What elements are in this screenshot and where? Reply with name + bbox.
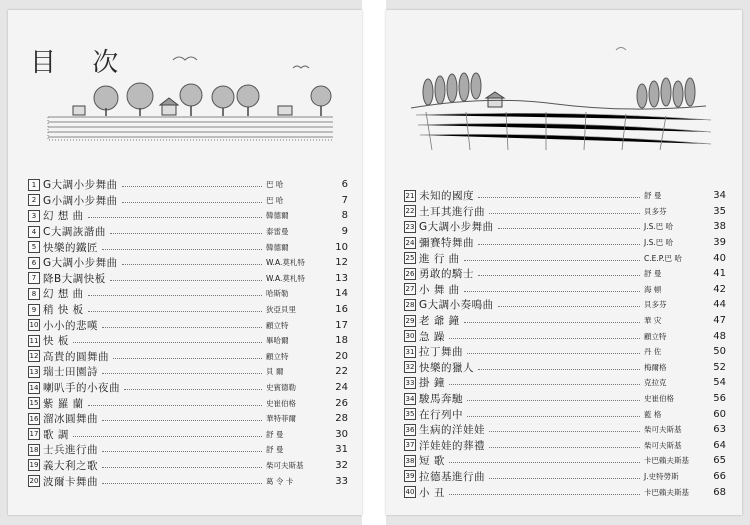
entry-composer: 舒 曼 [266,429,284,439]
entry-number: 3 [28,210,40,222]
page-title: 目 次 [30,48,133,78]
entry-number: 11 [29,336,39,345]
entry-page: 68 [713,486,726,498]
entry-page: 65 [713,455,726,467]
entry-page: 31 [335,444,348,456]
toc-entry[interactable] [28,427,348,443]
entry-page: 47 [713,315,726,327]
entry-title: 勇敢的騎士 [419,268,474,281]
entry-title: 瑞士田園詩 [43,366,98,379]
right-page [386,10,742,515]
landscape-illustration-left [38,50,338,150]
dot-leader [449,494,640,495]
toc-entry[interactable] [404,438,726,454]
entry-page: 22 [335,366,348,378]
entry-title: 稍 快 板 [43,304,84,317]
entry-page: 48 [713,330,726,342]
entry-composer: 卡巴賴夫斯基 [644,456,689,466]
entry-page: 66 [713,470,726,482]
dot-leader [464,291,640,292]
entry-title: 生病的洋娃娃 [419,424,485,437]
dot-leader [88,217,262,218]
toc-entry[interactable] [404,469,726,485]
toc-entry[interactable] [404,484,726,500]
dot-leader [122,186,262,187]
entry-composer: 史崔伯格 [266,398,296,408]
toc-entry[interactable] [28,193,348,209]
toc-entry[interactable] [28,473,348,489]
toc-entry[interactable] [28,333,348,349]
entry-number: 21 [405,191,415,200]
entry-composer: W.A.莫札特 [266,273,305,283]
toc-entry[interactable] [404,344,726,360]
entry-number: 5 [28,241,40,253]
entry-page: 44 [713,299,726,311]
entry-page: 13 [335,272,348,284]
entry-title: 彌賽特舞曲 [419,237,474,250]
entry-number: 9 [28,304,40,316]
entry-page: 10 [335,241,348,253]
entry-composer: 顧立特 [266,320,289,330]
entry-number: 12 [29,352,39,361]
dot-leader [122,264,262,265]
entry-number: 29 [405,316,415,325]
entry-page: 17 [335,319,348,331]
dot-leader [498,228,640,229]
entry-composer: 葛 令 卡 [266,476,294,486]
entry-page: 30 [335,428,348,440]
entry-page: 9 [341,226,348,238]
toc-entry[interactable] [28,177,348,193]
entry-title: 降B大調快板 [43,272,106,285]
toc-entry[interactable] [28,411,348,427]
entry-page: 33 [335,475,348,487]
dot-leader [498,306,640,307]
entry-page: 63 [713,424,726,436]
entry-number: 40 [405,488,415,497]
toc-entry[interactable] [404,204,726,220]
dot-leader [478,275,640,276]
toc-entry[interactable] [404,266,726,282]
dot-leader [449,462,640,463]
entry-composer: 舒 曼 [644,269,662,279]
entry-title: 快樂的鐵匠 [43,241,98,254]
dot-leader [464,322,640,323]
entry-number: 33 [405,378,415,387]
entry-title: 幻 想 曲 [43,210,84,223]
entry-number: 31 [405,347,415,356]
entry-composer: 華 灾 [644,316,662,326]
dot-leader [467,416,640,417]
toc-entry[interactable] [28,302,348,318]
dot-leader [88,311,262,312]
toc-entry[interactable] [404,375,726,391]
entry-number: 4 [28,226,40,238]
entry-composer: 哈斯勒 [266,289,289,299]
toc-entry[interactable] [404,297,726,313]
entry-title: 小小的悲嘆 [43,319,98,332]
dot-leader [489,431,640,432]
entry-number: 27 [405,285,415,294]
entry-page: 26 [335,397,348,409]
toc-entry[interactable] [404,219,726,235]
entry-composer: 海 頓 [644,284,662,294]
entry-number: 22 [405,207,415,216]
entry-composer: 史崔伯格 [644,394,674,404]
entry-page: 28 [335,413,348,425]
toc-entry[interactable] [28,317,348,333]
entry-page: 8 [341,210,348,222]
entry-number: 23 [405,222,415,231]
entry-composer: 舒 曼 [644,191,662,201]
entry-page: 6 [341,179,348,191]
dot-leader [489,447,640,448]
entry-title: 義大利之歌 [43,459,98,472]
toc-entry[interactable] [404,250,726,266]
dot-leader [110,233,262,234]
entry-title: 小 舞 曲 [419,283,460,296]
entry-page: 41 [713,268,726,280]
toc-entry[interactable] [404,360,726,376]
entry-title: 士兵進行曲 [43,444,98,457]
entry-composer: C.E.P.巴 哈 [644,253,682,263]
dot-leader [102,467,262,468]
entry-number: 30 [405,332,415,341]
dot-leader [110,280,262,281]
entry-composer: J.S.巴 哈 [644,238,674,248]
entry-number: 15 [29,399,39,408]
entry-title: G小調小步舞曲 [43,194,118,207]
entry-number: 18 [29,445,39,454]
entry-number: 32 [405,363,415,372]
entry-number: 35 [405,410,415,419]
entry-composer: 梅爾格 [644,362,667,372]
dot-leader [102,451,262,452]
entry-title: 快樂的獵人 [419,361,474,374]
entry-title: 急 躁 [419,330,445,343]
entry-composer: 丹 佐 [644,347,662,357]
entry-title: 小 丑 [419,486,445,499]
entry-title: 駿馬奔馳 [419,393,463,406]
entry-composer: 畢哈爾 [266,336,289,346]
entry-number: 1 [28,179,40,191]
entry-number: 34 [405,394,415,403]
entry-number: 14 [29,383,39,392]
landscape-illustration-right [406,40,726,160]
dot-leader [88,295,262,296]
entry-title: 土耳其進行曲 [419,205,485,218]
entry-title: 洋娃娃的葬禮 [419,439,485,452]
entry-composer: 韓德爾 [266,242,289,252]
entry-title: 短 歌 [419,455,445,468]
entry-number: 26 [405,269,415,278]
entry-composer: 史賓德勒 [266,383,296,393]
entry-composer: 泰雷曼 [266,227,289,237]
dot-leader [102,420,262,421]
entry-number: 2 [28,194,40,206]
entry-composer: 卡巴賴夫斯基 [644,487,689,497]
entry-number: 16 [29,414,39,423]
entry-composer: 韓德爾 [266,211,289,221]
entry-page: 24 [335,382,348,394]
toc-entry[interactable] [28,271,348,287]
entry-composer: 巴 哈 [266,195,284,205]
toc-entry[interactable] [404,282,726,298]
dot-leader [478,197,640,198]
dot-leader [73,436,262,437]
entry-number: 8 [28,288,40,300]
entry-composer: 柴可夫斯基 [644,440,682,450]
dot-leader [124,389,262,390]
toc-entry[interactable] [404,235,726,251]
entry-page: 14 [335,288,348,300]
entry-number: 13 [29,367,39,376]
entry-number: 25 [405,254,415,263]
entry-page: 60 [713,408,726,420]
entry-title: 拉德基進行曲 [419,470,485,483]
entry-page: 54 [713,377,726,389]
toc-entry[interactable] [28,349,348,365]
entry-page: 50 [713,346,726,358]
entry-composer: 貝 爾 [266,367,284,377]
entry-page: 32 [335,459,348,471]
toc-entry[interactable] [28,458,348,474]
entry-number: 24 [405,238,415,247]
entry-composer: 貝多芬 [644,206,667,216]
dot-leader [449,384,640,385]
entry-composer: J.史特勞斯 [644,471,679,481]
entry-title: 掛 鐘 [419,377,445,390]
entry-page: 16 [335,304,348,316]
entry-number: 37 [405,441,415,450]
entry-composer: 顧立特 [266,351,289,361]
entry-number: 38 [405,456,415,465]
toc-entry[interactable] [404,453,726,469]
entry-page: 35 [713,205,726,217]
entry-title: 紫 羅 蘭 [43,397,84,410]
dot-leader [102,483,262,484]
entry-title: C大調詼諧曲 [43,226,106,239]
entry-composer: 貝多芬 [644,300,667,310]
toc-entry[interactable] [28,208,348,224]
dot-leader [73,342,262,343]
entry-title: 溜冰圓舞曲 [43,413,98,426]
entry-title: 老 爺 鐘 [419,315,460,328]
entry-page: 12 [335,257,348,269]
entry-page: 18 [335,335,348,347]
entry-title: 拉丁舞曲 [419,346,463,359]
dot-leader [102,249,262,250]
toc-entry[interactable] [28,255,348,271]
entry-title: 在行列中 [419,408,463,421]
entry-page: 39 [713,237,726,249]
entry-composer: 克拉克 [644,378,667,388]
entry-number: 39 [405,472,415,481]
entry-title: G大調小步舞曲 [43,179,118,192]
entry-number: 17 [29,430,39,439]
entry-composer: 顧立特 [644,331,667,341]
entry-page: 20 [335,350,348,362]
entry-title: G大調小步舞曲 [419,221,494,234]
toc-entry[interactable] [28,364,348,380]
entry-composer: 華特菲爾 [266,414,296,424]
toc-list-left [28,177,348,489]
entry-composer: W.A.莫札特 [266,258,305,268]
toc-entry[interactable] [404,313,726,329]
toc-entry[interactable] [404,328,726,344]
dot-leader [467,400,640,401]
dot-leader [464,260,640,261]
entry-composer: J.S.巴 哈 [644,222,674,232]
entry-title: 快 板 [43,335,69,348]
dot-leader [122,202,262,203]
entry-composer: 舒 曼 [266,445,284,455]
entry-page: 34 [713,190,726,202]
toc-entry[interactable] [28,380,348,396]
entry-title: 歌 調 [43,428,69,441]
entry-number: 20 [29,477,39,486]
toc-entry[interactable] [28,395,348,411]
dot-leader [489,213,640,214]
entry-page: 42 [713,283,726,295]
entry-composer: 藍 格 [644,409,662,419]
dot-leader [102,373,262,374]
entry-title: G大調小步舞曲 [43,257,118,270]
entry-title: 高貴的圓舞曲 [43,350,109,363]
toc-entry[interactable] [404,422,726,438]
page-gutter [362,0,386,525]
entry-title: 進 行 曲 [419,252,460,265]
entry-page: 56 [713,393,726,405]
toc-entry[interactable] [28,442,348,458]
left-page [8,10,362,515]
entry-page: 64 [713,439,726,451]
entry-page: 52 [713,361,726,373]
entry-number: 36 [405,425,415,434]
dot-leader [489,478,640,479]
entry-number: 6 [28,257,40,269]
entry-composer: 柴可夫斯基 [644,425,682,435]
dot-leader [467,353,640,354]
entry-number: 19 [29,461,39,470]
entry-composer: 狄亞貝里 [266,305,296,315]
entry-page: 40 [713,252,726,264]
entry-number: 10 [29,321,39,330]
toc-entry[interactable] [404,406,726,422]
dot-leader [449,338,640,339]
entry-title: G大調小奏鳴曲 [419,299,494,312]
toc-entry[interactable] [28,239,348,255]
entry-page: 38 [713,221,726,233]
toc-entry[interactable] [404,188,726,204]
entry-title: 波爾卡舞曲 [43,475,98,488]
dot-leader [88,405,262,406]
entry-number: 7 [28,272,40,284]
entry-page: 7 [341,194,348,206]
dot-leader [113,358,262,359]
entry-composer: 巴 哈 [266,180,284,190]
toc-entry[interactable] [28,286,348,302]
toc-list-right [404,188,726,500]
entry-composer: 柴可夫斯基 [266,460,304,470]
entry-number: 28 [405,300,415,309]
dot-leader [478,369,640,370]
entry-title: 未知的國度 [419,190,474,203]
dot-leader [478,244,640,245]
dot-leader [102,327,262,328]
entry-title: 幻 想 曲 [43,288,84,301]
toc-entry[interactable] [404,391,726,407]
toc-entry[interactable] [28,224,348,240]
entry-title: 喇叭手的小夜曲 [43,382,120,395]
